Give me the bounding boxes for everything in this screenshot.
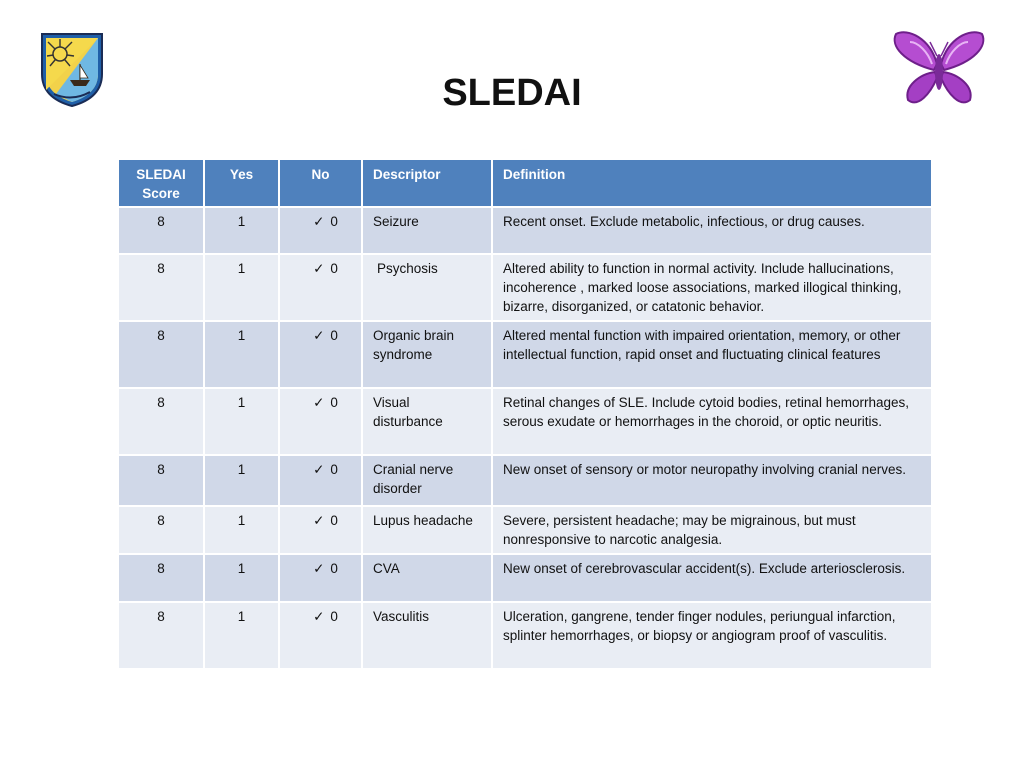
yes-cell: 1 xyxy=(204,506,279,554)
yes-cell: 1 xyxy=(204,321,279,388)
score-cell: 8 xyxy=(118,321,204,388)
no-cell xyxy=(279,455,362,506)
header-definition: Definition xyxy=(492,159,932,207)
no-value: 0 xyxy=(330,328,338,343)
table-row xyxy=(118,388,932,455)
checkmark-icon: ✓ xyxy=(313,513,325,528)
yes-cell: 1 xyxy=(204,455,279,506)
descriptor-cell: Visual disturbance xyxy=(362,388,492,455)
score-cell: 8 xyxy=(118,254,204,321)
descriptor-cell: Seizure xyxy=(362,207,492,254)
header-score: SLEDAI Score xyxy=(118,159,204,207)
no-value: 0 xyxy=(330,395,338,410)
checkmark-icon: ✓ xyxy=(313,462,325,477)
sledai-table xyxy=(117,158,933,670)
definition-cell: Altered mental function with impaired orientation, memory, or other intellectual function, rapid onset and fluctuating clinical features xyxy=(492,321,932,388)
yes-cell: 1 xyxy=(204,554,279,602)
no-value: 0 xyxy=(330,609,338,624)
definition-cell: Ulceration, gangrene, tender finger nodules, periungual infarction, splinter hemorrhages, or biopsy or angiogram proof of vasculitis. xyxy=(492,602,932,669)
header-yes: Yes xyxy=(204,159,279,207)
checkmark-icon: ✓ xyxy=(313,609,325,624)
descriptor-cell: Vasculitis xyxy=(362,602,492,669)
descriptor-cell xyxy=(362,254,492,321)
descriptor-cell: CVA xyxy=(362,554,492,602)
no-cell xyxy=(279,506,362,554)
definition-cell: Severe, persistent headache; may be migrainous, but must nonresponsive to narcotic analgesia. xyxy=(492,506,932,554)
table-row xyxy=(118,602,932,669)
yes-cell: 1 xyxy=(204,388,279,455)
definition-cell: New onset of cerebrovascular accident(s). Exclude arteriosclerosis. xyxy=(492,554,932,602)
score-cell: 8 xyxy=(118,388,204,455)
definition-cell: Recent onset. Exclude metabolic, infectious, or drug causes. xyxy=(492,207,932,254)
table-row xyxy=(118,254,932,321)
score-cell: 8 xyxy=(118,506,204,554)
no-cell xyxy=(279,388,362,455)
no-cell xyxy=(279,207,362,254)
score-cell: 8 xyxy=(118,554,204,602)
yes-cell: 1 xyxy=(204,207,279,254)
slide-title: SLEDAI xyxy=(442,72,582,114)
no-value: 0 xyxy=(330,462,338,477)
no-cell xyxy=(279,254,362,321)
descriptor-cell: Cranial nerve disorder xyxy=(362,455,492,506)
no-value: 0 xyxy=(330,261,338,276)
descriptor-text: Psychosis xyxy=(377,261,438,276)
table-header-row xyxy=(118,159,932,207)
table-row xyxy=(118,554,932,602)
yes-cell: 1 xyxy=(204,254,279,321)
no-value: 0 xyxy=(330,214,338,229)
table-row xyxy=(118,207,932,254)
no-cell xyxy=(279,321,362,388)
descriptor-cell: Organic brain syndrome xyxy=(362,321,492,388)
checkmark-icon: ✓ xyxy=(313,561,325,576)
no-value: 0 xyxy=(330,513,338,528)
checkmark-icon: ✓ xyxy=(313,395,325,410)
no-cell xyxy=(279,554,362,602)
table-row xyxy=(118,506,932,554)
no-value: 0 xyxy=(330,561,338,576)
header-no: No xyxy=(279,159,362,207)
definition-cell: Altered ability to function in normal activity. Include hallucinations, incoherence , marked loose associations, marked illogical thinking, bizarre, disorganized, or catatonic behavior. xyxy=(492,254,932,321)
no-cell xyxy=(279,602,362,669)
checkmark-icon: ✓ xyxy=(313,261,325,276)
yes-cell: 1 xyxy=(204,602,279,669)
checkmark-icon: ✓ xyxy=(313,328,325,343)
score-cell: 8 xyxy=(118,207,204,254)
score-cell: 8 xyxy=(118,455,204,506)
descriptor-cell: Lupus headache xyxy=(362,506,492,554)
score-cell: 8 xyxy=(118,602,204,669)
header-descriptor: Descriptor xyxy=(362,159,492,207)
definition-cell: Retinal changes of SLE. Include cytoid bodies, retinal hemorrhages, serous exudate or hemorrhages in the choroid, or optic neuritis. xyxy=(492,388,932,455)
checkmark-icon: ✓ xyxy=(313,214,325,229)
table-row xyxy=(118,321,932,388)
table-row xyxy=(118,455,932,506)
definition-cell: New onset of sensory or motor neuropathy involving cranial nerves. xyxy=(492,455,932,506)
